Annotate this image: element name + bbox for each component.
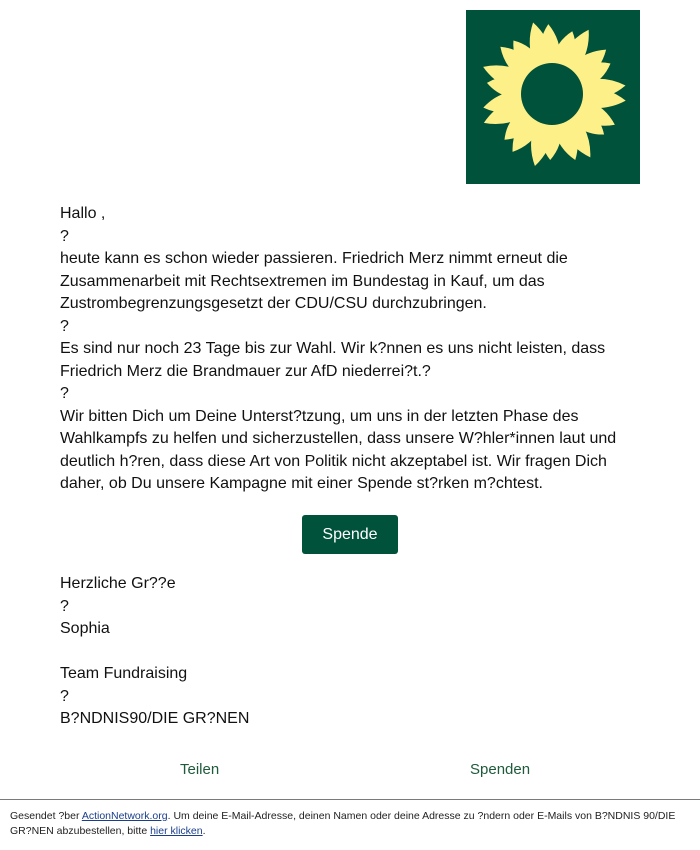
team-name: Team Fundraising — [60, 665, 188, 682]
separator: ? — [60, 385, 69, 402]
paragraph-merz: heute kann es schon wieder passieren. Friedrich Merz nimmt erneut die Zusammenarbeit mit Rechtsextremen im Bundestag in Kauf, um das Zustrombegrenzungsgesetzt der CDU/CSU durchzubringen. — [60, 250, 568, 312]
footer-prefix: Gesendet ?ber — [10, 810, 82, 822]
spacer — [60, 641, 640, 664]
share-link[interactable]: Teilen — [180, 761, 220, 778]
sunflower-center — [521, 63, 583, 125]
paragraph-election: Es sind nur noch 23 Tage bis zur Wahl. Wir k?nnen es uns nicht leisten, dass Friedrich Merz die Brandmauer zur AfD niederrei?t.? — [60, 340, 606, 380]
footer-actions — [0, 758, 700, 782]
donate-button-row — [0, 515, 700, 554]
green-party-logo — [466, 10, 640, 184]
separator: ? — [60, 597, 69, 615]
footer-suffix: . — [202, 825, 206, 837]
signer-name: Sophia — [60, 620, 110, 637]
signature-block — [60, 573, 640, 731]
footer-text — [0, 800, 700, 839]
email-footer — [0, 799, 700, 850]
organization-name: B?NDNIS90/DIE GR?NEN — [60, 710, 250, 727]
actionnetwork-link[interactable]: ActionNetwork.org — [81, 810, 168, 822]
separator: ? — [60, 227, 69, 245]
footer-middle: . Um deine E-Mail-Adresse, deinen Namen oder deine Adresse zu ?ndern oder E-Mails von B?NDNIS 90/DIE GR?NEN abzubestellen, bitte — [10, 810, 676, 837]
donate-button[interactable]: Spende — [302, 515, 398, 554]
paragraph-support: Wir bitten Dich um Deine Unterst?tzung, um uns in der letzten Phase des Wahlkampfs zu helfen und sicherzustellen, dass unsere W?hler*innen laut und deutlich h?ren, dass diese Art von Politik nicht akzeptabel ist. Wir fragen Dich daher, ob Du unsere Kampagne mit einer Spende st?rken m?chtest. — [60, 407, 617, 492]
donate-link[interactable]: Spenden — [470, 761, 531, 778]
greeting: Hallo , — [60, 205, 106, 222]
email-body — [60, 203, 640, 496]
separator: ? — [60, 317, 69, 335]
sunflower-icon — [466, 10, 640, 184]
unsubscribe-link[interactable]: hier klicken — [150, 825, 203, 837]
closing: Herzliche Gr??e — [60, 575, 176, 592]
separator: ? — [60, 687, 69, 705]
